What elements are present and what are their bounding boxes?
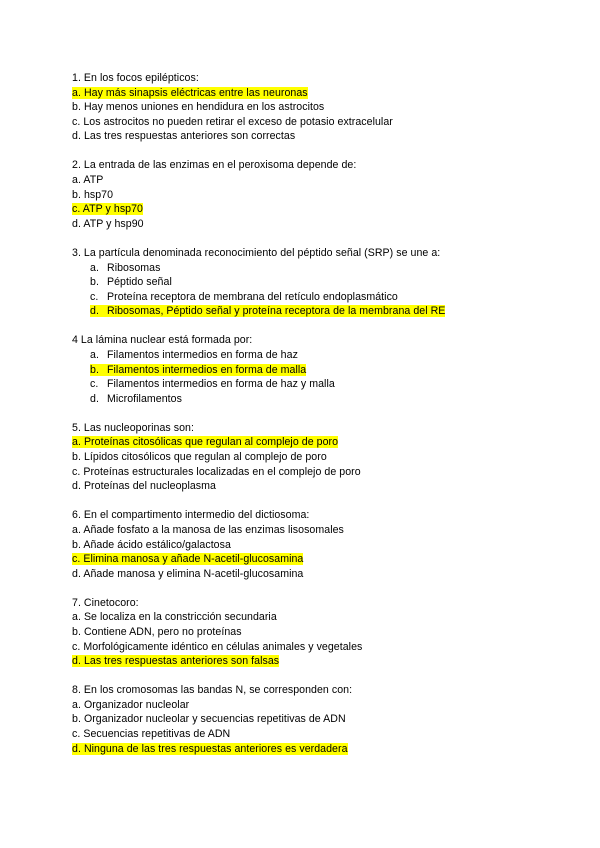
option-letter: b. (72, 538, 81, 551)
highlighted-answer (72, 203, 143, 215)
answer-option (72, 727, 492, 742)
document-page (72, 71, 492, 771)
option-text: Lípidos citosólicos que regulan al complejo de poro (83, 451, 327, 464)
option-letter: b. (90, 276, 99, 289)
option-text: Ninguna de las tres respuestas anteriores es verdadera (83, 742, 348, 755)
answer-option (72, 538, 492, 553)
highlighted-answer (72, 87, 308, 99)
answer-option (72, 712, 492, 727)
highlighted-answer (72, 436, 338, 448)
answer-text-wrap (72, 568, 303, 580)
answer-text-wrap (72, 641, 362, 653)
answer-option (72, 173, 492, 188)
answer-text-wrap (90, 262, 160, 274)
option-letter: b. (72, 188, 81, 201)
option-text: Organizador nucleolar (83, 698, 190, 711)
option-text: Secuencias repetitivas de ADN (83, 728, 231, 741)
answer-option (72, 261, 492, 276)
option-text: Añade ácido estálico/galactosa (83, 538, 231, 551)
option-text: Organizador nucleolar y secuencias repetitivas de ADN (83, 713, 346, 726)
option-text: Péptido señal (107, 276, 172, 289)
answer-text-wrap (72, 466, 361, 478)
question-block (72, 421, 492, 494)
answer-option (72, 348, 492, 363)
answer-option (72, 202, 492, 217)
answer-option (72, 742, 492, 757)
highlighted-answer (72, 655, 279, 667)
answer-text-wrap (72, 626, 242, 638)
answer-option (72, 465, 492, 480)
option-text: ATP y hsp90 (83, 217, 144, 230)
question-prompt: 8. En los cromosomas las bandas N, se corresponden con: (72, 684, 353, 697)
option-letter: d. (72, 655, 81, 668)
answer-option (72, 188, 492, 203)
option-text: Hay menos uniones en hendidura en los astrocitos (83, 101, 325, 114)
option-letter: d. (72, 130, 81, 143)
answer-option (72, 625, 492, 640)
question-block (72, 508, 492, 581)
option-text: Añade manosa y elimina N-acetil-glucosamina (83, 567, 304, 580)
answer-text-wrap (72, 728, 230, 740)
option-text: Microfilamentos (107, 392, 182, 405)
option-text: Los astrocitos no pueden retirar el exceso de potasio extracelular (83, 115, 393, 128)
answer-text-wrap (72, 101, 324, 113)
option-text: Filamentos intermedios en forma de haz (107, 349, 298, 361)
answer-text-wrap (72, 524, 344, 536)
answer-option (72, 698, 492, 713)
answer-option (72, 290, 492, 305)
answer-text-wrap (72, 539, 231, 551)
option-text: ATP (83, 174, 104, 187)
option-text: ATP y hsp70 (82, 203, 143, 216)
option-letter: a. (72, 523, 81, 536)
answer-option (72, 610, 492, 625)
answer-text-wrap (90, 291, 398, 303)
answer-option (72, 392, 492, 407)
option-letter: b. (90, 363, 99, 376)
option-letter: c. (72, 115, 81, 128)
option-letter: c. (72, 203, 81, 216)
answer-option (72, 377, 492, 392)
option-letter: d. (90, 305, 99, 318)
highlighted-answer (72, 553, 303, 565)
option-text: Las tres respuestas anteriores son correctas (83, 130, 296, 143)
question-prompt: 5. Las nucleoporinas son: (72, 421, 194, 434)
option-letter: a. (72, 698, 81, 711)
option-letter: c. (72, 465, 81, 478)
answer-text-wrap (72, 699, 189, 711)
answer-option (72, 275, 492, 290)
option-letter: c. (90, 378, 99, 391)
option-text: Filamentos intermedios en forma de haz y malla (107, 378, 335, 391)
question-block (72, 596, 492, 669)
option-text: Filamentos intermedios en forma de malla (107, 363, 307, 376)
option-text: Proteínas estructurales localizadas en el complejo de poro (83, 465, 361, 478)
option-letter: d. (72, 480, 81, 493)
answer-option (72, 435, 492, 450)
answer-option (72, 552, 492, 567)
option-letter: c. (72, 728, 81, 741)
question-block (72, 333, 492, 406)
option-text: Añade fosfato a la manosa de las enzimas lisosomales (83, 523, 344, 536)
option-letter: a. (72, 611, 81, 624)
answer-text-wrap (90, 393, 182, 405)
answer-option (72, 479, 492, 494)
answer-text-wrap (90, 349, 298, 361)
answer-option (72, 363, 492, 378)
option-letter: a. (72, 436, 81, 449)
answer-text-wrap (72, 611, 277, 623)
answer-text-wrap (72, 116, 393, 128)
question-prompt: 2. La entrada de las enzimas en el peroxisoma depende de: (72, 159, 357, 172)
option-letter: b. (72, 101, 81, 114)
answer-text-wrap (72, 713, 346, 725)
option-letter: c. (72, 640, 81, 653)
option-text: hsp70 (83, 188, 114, 201)
option-text: Morfológicamente idéntico en células animales y vegetales (83, 640, 363, 653)
option-text: Se localiza en la constricción secundaria (83, 611, 277, 624)
option-text: Elimina manosa y añade N-acetil-glucosamina (83, 553, 304, 566)
question-block (72, 246, 492, 319)
option-letter: b. (72, 713, 81, 726)
answer-option (72, 654, 492, 669)
option-text: Proteínas citosólicas que regulan al complejo de poro (83, 436, 339, 449)
answer-text-wrap (72, 189, 113, 201)
option-letter: b. (72, 451, 81, 464)
option-text: Las tres respuestas anteriores son falsas (83, 655, 280, 668)
answer-text-wrap (72, 218, 144, 230)
option-letter: a. (90, 261, 99, 274)
highlighted-answer (90, 364, 306, 376)
answer-text-wrap (72, 174, 103, 186)
option-text: Ribosomas, Péptido señal y proteína receptora de la membrana del RE (107, 305, 446, 318)
answer-option (72, 567, 492, 582)
option-letter: a. (72, 174, 81, 187)
question-prompt: 4 La lámina nuclear está formada por: (72, 334, 253, 347)
option-text: Ribosomas (107, 261, 161, 274)
answer-option (72, 640, 492, 655)
question-block (72, 158, 492, 231)
answer-text-wrap (90, 378, 335, 390)
highlighted-answer (90, 305, 445, 317)
option-letter: d. (72, 217, 81, 230)
answer-option (72, 523, 492, 538)
option-text: Proteínas del nucleoplasma (83, 480, 216, 493)
answer-option (72, 304, 492, 319)
option-letter: b. (72, 626, 81, 638)
answer-option (72, 450, 492, 465)
answer-option (72, 129, 492, 144)
option-letter: a. (72, 86, 81, 99)
answer-option (72, 115, 492, 130)
option-text: Proteína receptora de membrana del retículo endoplasmático (107, 290, 398, 303)
question-prompt: 1. En los focos epilépticos: (72, 72, 199, 84)
question-prompt: 6. En el compartimento intermedio del dictiosoma: (72, 509, 310, 522)
question-prompt: 3. La partícula denominada reconocimiento del péptido señal (SRP) se une a: (72, 246, 441, 259)
answer-option (72, 86, 492, 101)
answer-text-wrap (72, 451, 327, 463)
answer-text-wrap (72, 130, 295, 142)
highlighted-answer (72, 743, 348, 755)
question-prompt: 7. Cinetocoro: (72, 596, 139, 609)
answer-text-wrap (90, 276, 172, 288)
question-block (72, 71, 492, 144)
option-letter: d. (72, 742, 81, 755)
question-block (72, 683, 492, 756)
answer-option (72, 217, 492, 232)
option-letter: c. (90, 290, 99, 303)
option-letter: d. (90, 392, 99, 405)
answer-option (72, 100, 492, 115)
option-text: Contiene ADN, pero no proteínas (83, 626, 242, 638)
option-letter: c. (72, 553, 81, 566)
option-letter: d. (72, 567, 81, 580)
option-letter: a. (90, 349, 99, 361)
answer-text-wrap (72, 480, 216, 492)
option-text: Hay más sinapsis eléctricas entre las neuronas (83, 86, 308, 99)
